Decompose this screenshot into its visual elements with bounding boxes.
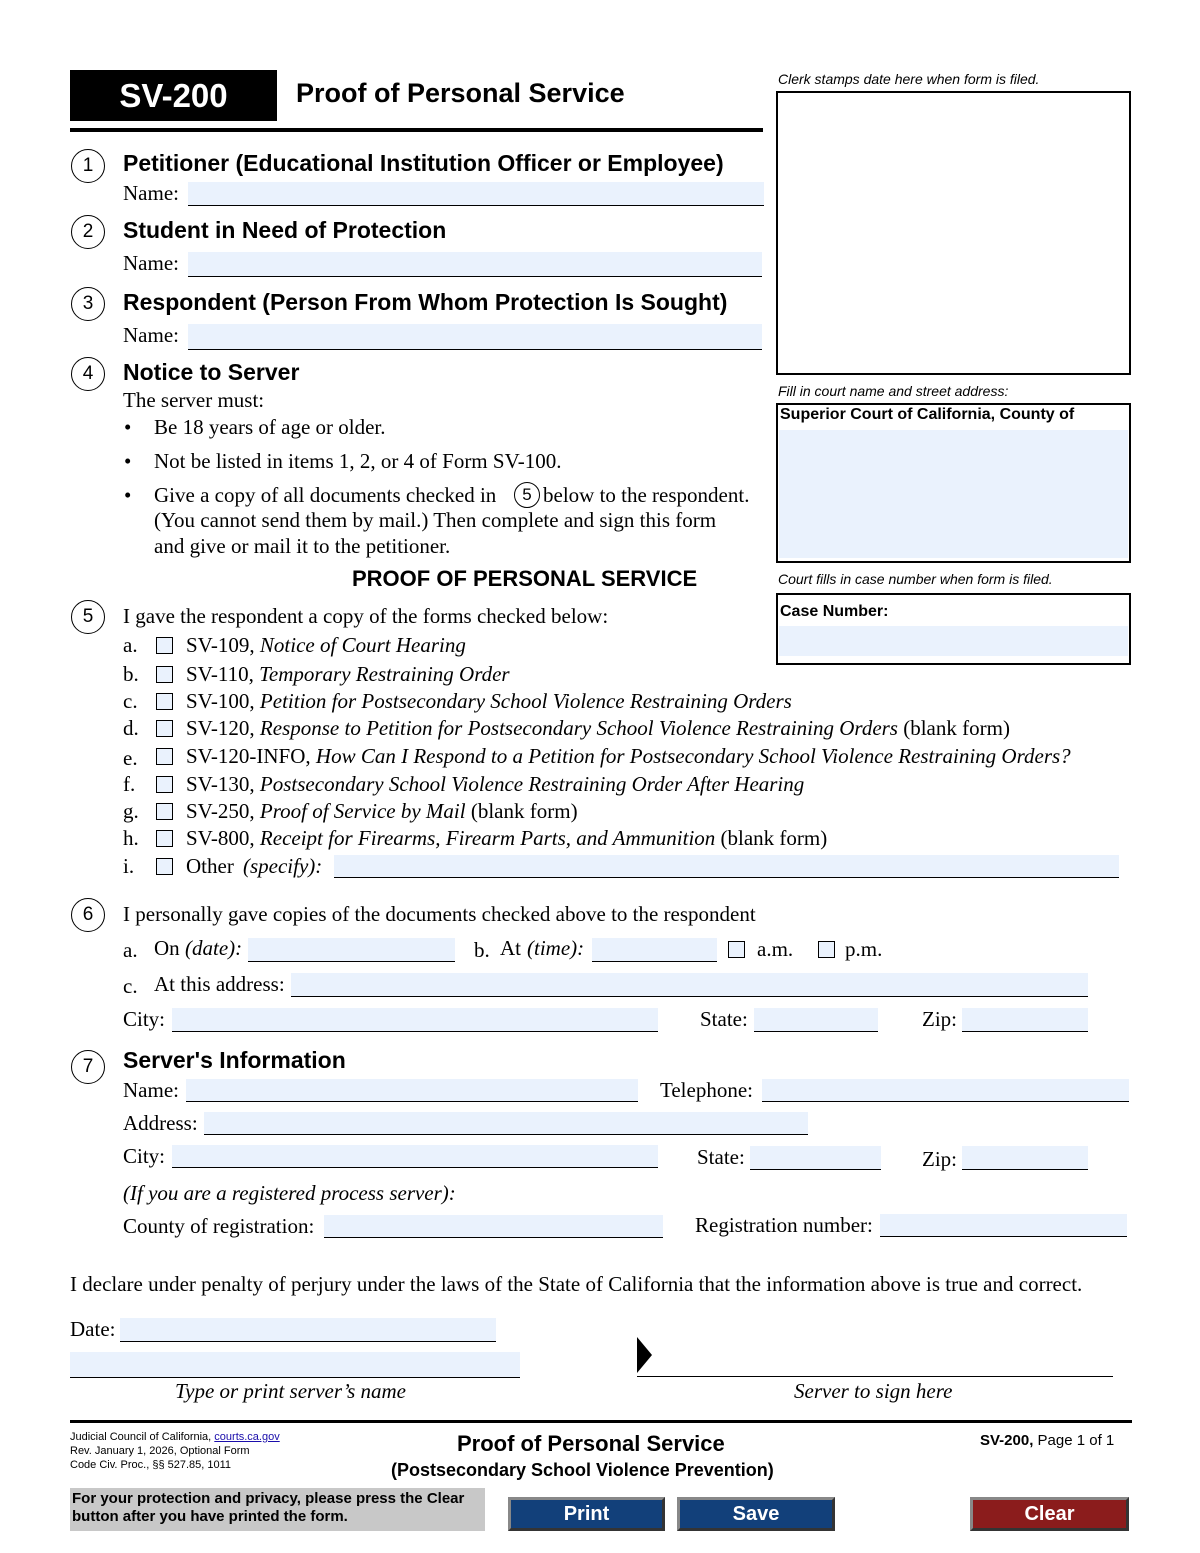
- court-prefill-text: Superior Court of California, County of: [780, 406, 1075, 423]
- case-number-field[interactable]: [779, 626, 1128, 656]
- form-item-suffix: (blank form): [470, 799, 578, 823]
- form-item-checkbox[interactable]: [156, 830, 173, 847]
- form-item-text: [186, 716, 1010, 741]
- form-item-text: [186, 772, 804, 797]
- form-item-checkbox[interactable]: [156, 637, 173, 654]
- clerk-stamp-box: [776, 91, 1131, 375]
- form-item-code: SV-250,: [186, 799, 255, 823]
- pm-checkbox[interactable]: [818, 941, 835, 958]
- service-state-label: State:: [700, 1007, 748, 1031]
- section-6-number: 6: [71, 898, 105, 932]
- county-registration-label: County of registration:: [123, 1214, 315, 1238]
- footer-subtitle: (Postsecondary School Violence Prevention): [391, 1460, 774, 1480]
- server-telephone-field[interactable]: [762, 1079, 1129, 1102]
- form-item-text: [186, 744, 1071, 769]
- item-6b-letter: b.: [474, 938, 490, 962]
- privacy-notice: For your protection and privacy, please press the Clear button after you have printed the form.: [70, 1488, 485, 1531]
- form-item-title: Temporary Restraining Order: [259, 662, 510, 686]
- date-label: (date):: [185, 936, 243, 960]
- service-city-label: City:: [123, 1007, 166, 1031]
- form-item-letter: h.: [123, 826, 139, 850]
- service-address-label: At this address:: [154, 972, 285, 996]
- form-item-code: SV-120-INFO,: [186, 744, 311, 768]
- declaration-date-label: Date:: [70, 1317, 116, 1341]
- bullet-dot: •: [124, 415, 132, 439]
- clear-button[interactable]: Clear: [970, 1497, 1129, 1531]
- section-2-number: 2: [71, 215, 105, 249]
- footer-page-number: Page 1 of 1: [1037, 1432, 1115, 1449]
- form-item-title: Response to Petition for Postsecondary School Violence Restraining Orders: [259, 716, 898, 740]
- form-id-badge: SV-200: [70, 70, 277, 121]
- form-item-title: Notice of Court Hearing: [259, 633, 466, 657]
- other-checkbox[interactable]: [156, 858, 173, 875]
- signature-arrow-icon: [637, 1337, 652, 1373]
- other-specify-field[interactable]: [334, 855, 1119, 878]
- form-item-letter: d.: [123, 716, 139, 740]
- section-3-number: 3: [71, 287, 105, 321]
- server-telephone-label: Telephone:: [660, 1078, 753, 1102]
- on-label: On: [154, 936, 180, 960]
- perjury-declaration: I declare under penalty of perjury under the laws of the State of California that the information above is true and correct.: [70, 1272, 1083, 1296]
- form-item-checkbox[interactable]: [156, 803, 173, 820]
- footer-revision: Rev. January 1, 2026, Optional Form: [70, 1445, 250, 1457]
- form-item-code: SV-110,: [186, 662, 254, 686]
- section-4-number: 4: [71, 357, 105, 391]
- student-name-field[interactable]: [188, 252, 762, 277]
- service-address-field[interactable]: [291, 973, 1088, 997]
- registration-number-field[interactable]: [880, 1214, 1127, 1237]
- service-state-field[interactable]: [754, 1008, 878, 1032]
- form-item-checkbox[interactable]: [156, 666, 173, 683]
- am-checkbox[interactable]: [728, 941, 745, 958]
- respondent-name-label: Name:: [123, 323, 179, 347]
- student-name-label: Name:: [123, 251, 179, 275]
- form-item-letter: f.: [123, 772, 136, 796]
- server-rule-age: Be 18 years of age or older.: [154, 415, 386, 439]
- printed-name-caption: Type or print server’s name: [175, 1379, 406, 1403]
- form-item-checkbox[interactable]: [156, 693, 173, 710]
- proof-heading: PROOF OF PERSONAL SERVICE: [352, 566, 698, 591]
- form-item-letter: b.: [123, 662, 139, 686]
- section-5-number: 5: [71, 600, 105, 634]
- section-7-title: Server's Information: [123, 1047, 346, 1073]
- at-label: At: [500, 936, 521, 960]
- section-4-title: Notice to Server: [123, 359, 300, 385]
- server-state-field[interactable]: [750, 1146, 881, 1170]
- form-item-code: SV-800,: [186, 826, 255, 850]
- pm-label: p.m.: [845, 937, 883, 961]
- clerk-stamp-note: Clerk stamps date here when form is filed.: [778, 71, 1040, 87]
- server-address-label: Address:: [123, 1111, 198, 1135]
- form-item-suffix: (blank form): [903, 716, 1010, 740]
- server-rule-not-listed: Not be listed in items 1, 2, or 4 of Form SV-100.: [154, 449, 562, 473]
- server-zip-label: Zip:: [922, 1147, 957, 1171]
- form-item-letter: a.: [123, 633, 138, 657]
- form-item-text: [186, 826, 827, 851]
- print-button[interactable]: Print: [508, 1497, 665, 1531]
- bullet-dot: •: [124, 483, 132, 507]
- server-state-label: State:: [697, 1145, 745, 1169]
- petitioner-name-field[interactable]: [188, 182, 764, 206]
- service-time-field[interactable]: [592, 938, 717, 962]
- service-zip-label: Zip:: [922, 1007, 957, 1031]
- signature-caption: Server to sign here: [794, 1379, 953, 1403]
- footer-form-id: SV-200,: [980, 1432, 1034, 1449]
- form-item-letter: g.: [123, 799, 139, 823]
- courts-link[interactable]: courts.ca.gov: [214, 1431, 280, 1443]
- court-address-field[interactable]: [779, 430, 1128, 558]
- time-label: (time):: [527, 936, 585, 960]
- form-item-letter: c.: [123, 689, 138, 713]
- bullet-dot: •: [124, 449, 132, 473]
- form-item-text: [186, 633, 466, 658]
- registration-number-label: Registration number:: [695, 1213, 873, 1237]
- case-number-label: Case Number:: [780, 603, 889, 620]
- section-2-title: Student in Need of Protection: [123, 217, 447, 243]
- footer-page: [980, 1432, 1114, 1449]
- am-label: a.m.: [757, 937, 794, 961]
- server-printed-name-field[interactable]: [70, 1352, 520, 1378]
- server-city-field[interactable]: [172, 1145, 658, 1168]
- form-item-code: SV-100,: [186, 689, 255, 713]
- service-city-field[interactable]: [172, 1008, 658, 1032]
- form-item-suffix: (blank form): [720, 826, 828, 850]
- case-number-note: Court fills in case number when form is filed.: [778, 571, 1053, 587]
- form-title: Proof of Personal Service: [296, 78, 625, 108]
- server-rule-give-copy-cont: below to the respondent.: [543, 483, 750, 507]
- form-item-checkbox[interactable]: [156, 776, 173, 793]
- county-registration-field[interactable]: [324, 1215, 663, 1238]
- header-rule: [70, 128, 763, 132]
- save-button[interactable]: Save: [677, 1497, 835, 1531]
- footer-publisher: [70, 1431, 280, 1443]
- footer-title: Proof of Personal Service: [457, 1431, 725, 1456]
- form-item-code: SV-109,: [186, 633, 255, 657]
- server-rule-give-petitioner: and give or mail it to the petitioner.: [154, 534, 451, 558]
- footer-publisher-text: Judicial Council of California,: [70, 1431, 212, 1443]
- item-6c-letter: c.: [123, 974, 138, 998]
- petitioner-name-label: Name:: [123, 181, 179, 205]
- service-date-field[interactable]: [248, 938, 455, 962]
- form-item-title: How Can I Respond to a Petition for Postsecondary School Violence Restraining Orders?: [315, 744, 1071, 768]
- form-item-code: SV-130,: [186, 772, 255, 796]
- footer-rule: [70, 1420, 1132, 1423]
- form-item-text: [186, 662, 510, 687]
- respondent-name-field[interactable]: [188, 324, 762, 350]
- form-item-letter: e.: [123, 746, 138, 770]
- other-label: Other: [186, 854, 234, 878]
- server-rule-give-copy: Give a copy of all documents checked in: [154, 483, 497, 507]
- section-7-number: 7: [71, 1050, 105, 1084]
- item-6a-letter: a.: [123, 938, 138, 962]
- server-address-field[interactable]: [204, 1112, 808, 1135]
- form-item-title: Petition for Postsecondary School Violence Restraining Orders: [259, 689, 792, 713]
- form-item-title: Proof of Service by Mail: [259, 799, 466, 823]
- declaration-date-field[interactable]: [120, 1318, 496, 1342]
- form-item-checkbox[interactable]: [156, 720, 173, 737]
- form-item-text: [186, 799, 578, 824]
- section-1-number: 1: [71, 149, 105, 183]
- section-5-ref-circle: 5: [514, 482, 540, 508]
- form-item-checkbox[interactable]: [156, 748, 173, 765]
- server-zip-field[interactable]: [962, 1146, 1088, 1170]
- server-city-label: City:: [123, 1144, 166, 1168]
- other-specify-label: (specify):: [243, 854, 323, 878]
- signature-line[interactable]: [637, 1376, 1113, 1377]
- service-zip-field[interactable]: [962, 1008, 1088, 1032]
- section-3-title: Respondent (Person From Whom Protection Is Sought): [123, 289, 728, 315]
- registered-server-note: (If you are a registered process server):: [123, 1181, 456, 1205]
- server-name-field[interactable]: [186, 1079, 638, 1102]
- section-1-title: Petitioner (Educational Institution Officer or Employee): [123, 150, 724, 176]
- server-rule-no-mail: (You cannot send them by mail.) Then complete and sign this form: [154, 508, 717, 532]
- court-address-note: Fill in court name and street address:: [778, 383, 1009, 399]
- item-i-letter: i.: [123, 854, 135, 878]
- form-item-title: Postsecondary School Violence Restraining Order After Hearing: [259, 772, 805, 796]
- footer-code: Code Civ. Proc., §§ 527.85, 1011: [70, 1459, 232, 1471]
- form-item-text: [186, 689, 792, 714]
- section-5-intro: I gave the respondent a copy of the forms checked below:: [123, 604, 609, 628]
- server-must-intro: The server must:: [123, 388, 265, 412]
- section-6-intro: I personally gave copies of the documents checked above to the respondent: [123, 902, 756, 926]
- form-item-title: Receipt for Firearms, Firearm Parts, and Ammunition: [259, 826, 716, 850]
- form-item-code: SV-120,: [186, 716, 255, 740]
- server-name-label: Name:: [123, 1078, 179, 1102]
